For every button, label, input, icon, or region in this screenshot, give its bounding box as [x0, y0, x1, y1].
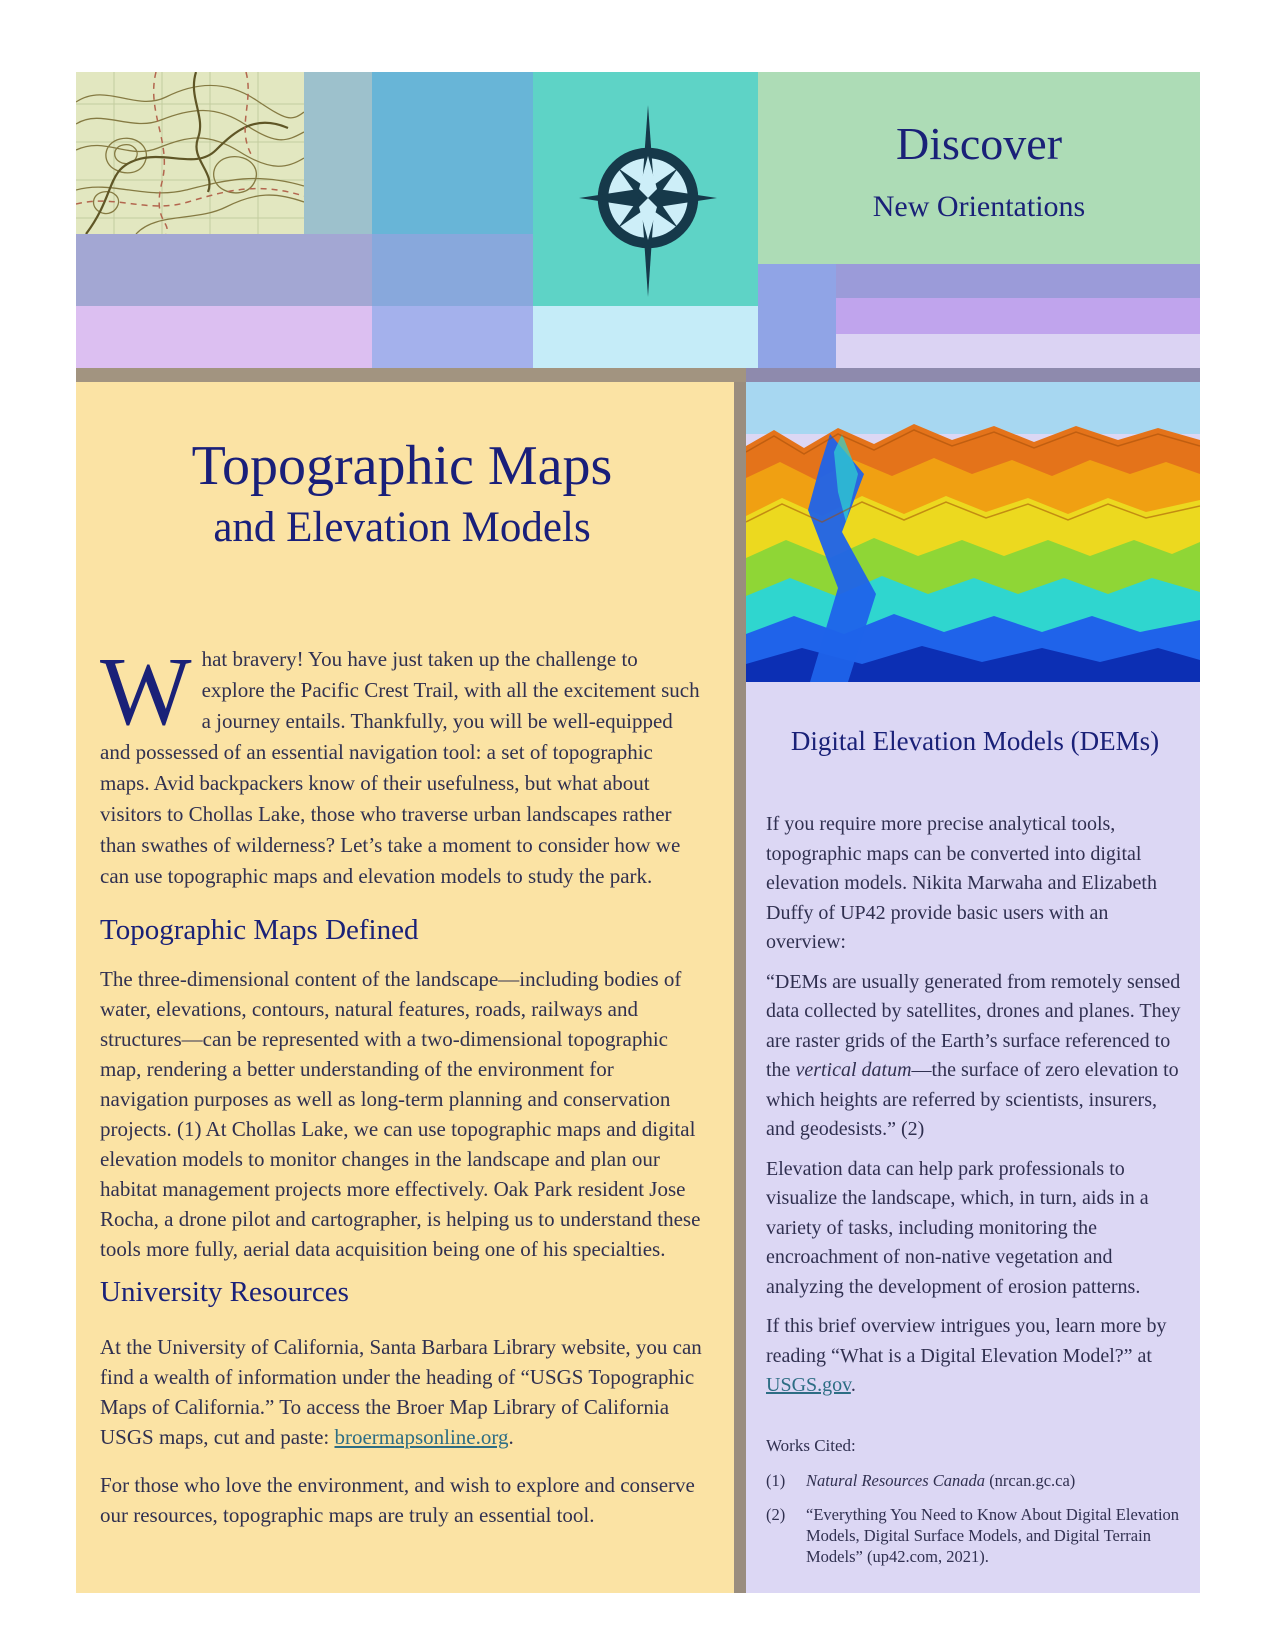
masthead-block-purple-gray	[76, 234, 372, 306]
masthead-block-slate	[304, 72, 372, 234]
masthead-title: Discover	[895, 118, 1063, 169]
masthead-block-periwinkle	[758, 264, 836, 368]
masthead-rule-left	[76, 368, 746, 382]
masthead-banner	[758, 72, 1200, 264]
article-title-line2: and Elevation Models	[213, 504, 591, 551]
masthead-block-periwinkle-low	[372, 306, 533, 368]
broermapsonline-link[interactable]: broermapsonline.org	[334, 1425, 509, 1449]
sidebar-paragraph-uses: Elevation data can help park professionals to visualize the landscape, which, in turn, aids in a variety of tasks, including monitoring the encroachment of non-native vegetation and analyzing the development of erosion patterns.	[766, 1157, 1149, 1298]
masthead-subtitle: New Orientations	[872, 190, 1086, 223]
intro-text: hat bravery! You have just taken up the challenge to explore the Pacific Crest Trail, with all the excitement such a journey entails. Thankfully, you will be well-equipped and possessed of an essential navigation tool: a set of topographic maps. Avid backpackers know of their usefulness, but what about visitors to Chollas Lake, those who traverse urban landscapes rather than swathes of wilderness? Let’s take a moment to consider how we can use topographic maps and elevation models to study the park.	[100, 647, 700, 888]
topo-map-image	[76, 72, 304, 234]
citation-2	[766, 1504, 1184, 1567]
resources-text-end: .	[508, 1425, 514, 1449]
citation-1	[766, 1470, 1184, 1491]
sidebar-paragraph-learn-more	[766, 1312, 1184, 1401]
masthead-block-pink	[76, 306, 372, 368]
citation-1-source: Natural Resources Canada	[806, 1470, 986, 1490]
main-article-content	[76, 434, 734, 1530]
usgs-link[interactable]: USGS.gov	[766, 1374, 851, 1396]
learn-more-text: If this brief overview intrigues you, learn more by reading “What is a Digital Elevation Model?” at	[766, 1315, 1167, 1367]
learn-more-text-end: .	[850, 1374, 856, 1396]
closing-paragraph: For those who love the environment, and wish to explore and conserve our resources, topographic maps are truly an essential tool.	[100, 1473, 695, 1527]
masthead-block-teal	[533, 72, 758, 306]
masthead-strip-violet	[836, 298, 1200, 334]
sidebar-paragraph-quote	[766, 968, 1184, 1145]
citation-2-number: (2)	[766, 1504, 786, 1524]
masthead-strip-lilac	[836, 334, 1200, 368]
paragraph-topographic-maps-defined: The three-dimensional content of the landscape—including bodies of water, elevations, contours, natural features, roads, railways and structures—can be represented with a two-dimensional topographic map, rendering a better understanding of the environment for navigation purposes as well as long-term planning and conservation projects. (1) At Chollas Lake, we can use topographic maps and digital elevation models to monitor changes in the landscape and plan our habitat management projects more effectively. Oak Park resident Jose Rocha, a drone pilot and cartographer, is helping us to understand these tools more fully, aerial data acquisition being one of his specialties.	[100, 967, 701, 1261]
quote-text-end: —the surface of zero elevation to which heights are referred by scientists, insurers, and geodesists.” (2)	[766, 1059, 1179, 1140]
topo-map-svg	[76, 72, 304, 234]
sidebar-column	[746, 382, 1200, 1593]
paragraph-university-resources	[100, 1332, 704, 1452]
citation-1-rest: (nrcan.gc.ca)	[985, 1470, 1076, 1490]
masthead-block-blue-mid	[372, 234, 533, 306]
article-title-line1: Topographic Maps	[191, 435, 613, 497]
citation-1-text	[806, 1470, 1184, 1491]
main-article-column	[76, 382, 734, 1593]
quote-text: “DEMs are usually generated from remotely sensed data collected by satellites, drones and planes. They are raster grids of the Earth’s surface referenced to the	[766, 970, 1181, 1081]
works-cited-label: Works Cited:	[766, 1435, 856, 1455]
masthead-block-blue-top	[372, 72, 533, 234]
resources-text: At the University of California, Santa Barbara Library website, you can find a wealth of information under the heading of “USGS Topographic Maps of California.” To access the Broer Map Library of California USGS maps, cut and paste:	[100, 1335, 702, 1449]
masthead-rule-right	[746, 368, 1200, 382]
quote-italic-term: vertical datum	[795, 1059, 912, 1081]
compass-rose-icon	[573, 105, 723, 302]
column-divider	[734, 382, 746, 1593]
citation-2-text	[806, 1504, 1184, 1567]
dem-terrain-image	[746, 382, 1200, 682]
section-heading-topographic-maps-defined: Topographic Maps Defined	[100, 914, 419, 946]
citation-1-number: (1)	[766, 1470, 786, 1490]
masthead-block-lightcyan	[533, 306, 758, 368]
citation-2-rest: “Everything You Need to Know About Digital Elevation Models, Digital Surface Models, and Digital Terrain Models” (up42.com, 2021).	[806, 1504, 1180, 1566]
sidebar-paragraph-intro: If you require more precise analytical tools, topographic maps can be converted into digital elevation models. Nikita Marwaha and Elizabeth Duffy of UP42 provide basic users with an overview:	[766, 813, 1157, 953]
section-heading-university-resources: University Resources	[100, 1276, 349, 1308]
masthead-strip-purple	[836, 264, 1200, 298]
drop-cap: W	[100, 638, 192, 745]
intro-paragraph	[100, 638, 704, 892]
sidebar-heading-dems: Digital Elevation Models (DEMs)	[790, 726, 1160, 756]
